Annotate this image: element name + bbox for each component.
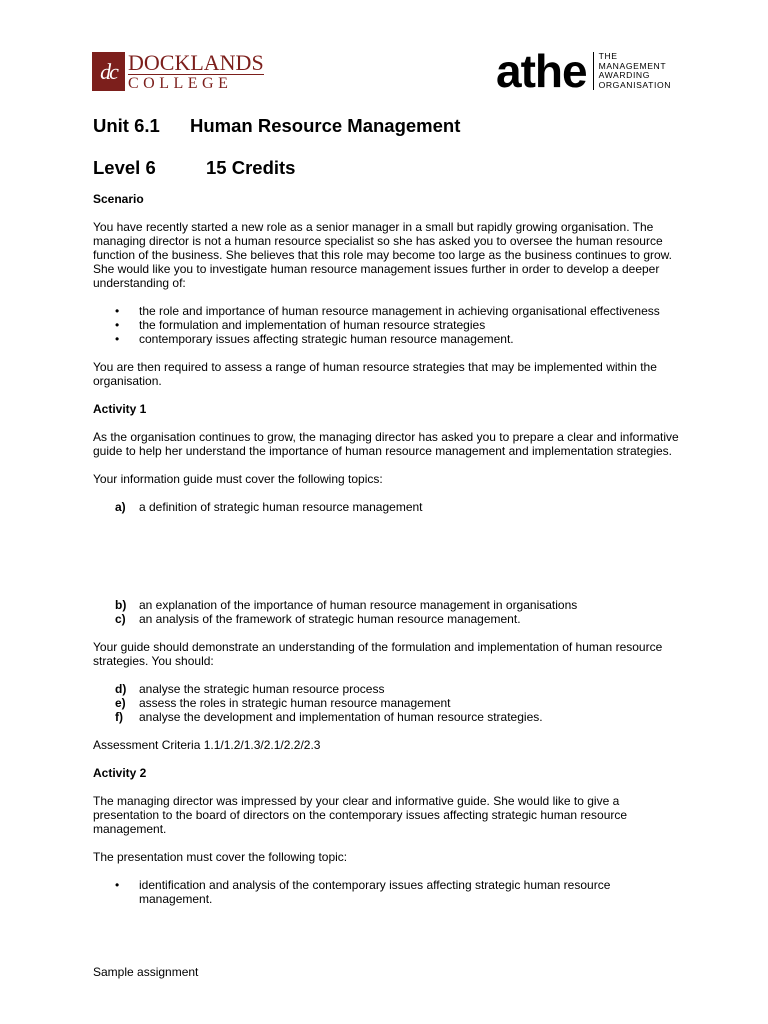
dc-monogram: dc (92, 52, 125, 91)
activity2-heading: Activity 2 (93, 766, 147, 780)
list-item: • the formulation and implementation of human resource strategies (115, 318, 486, 332)
activity1-guide-paragraph: Your guide should demonstrate an understanding of the formulation and implementation of human resource strategies. You should: (93, 640, 663, 668)
list-item: • identification and analysis of the contemporary issues affecting strategic human resource management. (115, 878, 611, 906)
activity1-heading: Activity 1 (93, 402, 147, 416)
list-item: • the role and importance of human resource management in achieving organisational effectiveness (115, 304, 660, 318)
docklands-college-logo (92, 52, 264, 92)
level: Level 6 (93, 157, 156, 178)
athe-wordmark: athe (496, 45, 587, 97)
activity1-topics-intro: Your information guide must cover the following topics: (93, 472, 383, 486)
scenario-paragraph-2: You are then required to assess a range of human resource strategies that may be implemented within the organisation. (93, 360, 657, 388)
athe-divider (593, 52, 594, 90)
level-title (93, 156, 683, 180)
activity1-list-df (93, 682, 683, 724)
activity2-paragraph: The managing director was impressed by your clear and informative guide. She would like to give a presentation to the board of directors on the contemporary issues affecting strategic human resource management. (93, 794, 628, 836)
activity2-bullet-list (93, 878, 683, 906)
footer-label: Sample assignment (93, 965, 199, 979)
athe-tagline: THE MANAGEMENT AWARDING ORGANISATION (598, 51, 672, 90)
unit-code: Unit 6.1 (93, 115, 160, 136)
list-item: b) an explanation of the importance of human resource management in organisations (115, 598, 578, 612)
athe-logo (496, 45, 672, 97)
activity1-paragraph: As the organisation continues to grow, the managing director has asked you to prepare a clear and informative guide to help her understand the importance of human resource management and implementation strategies. (93, 430, 679, 458)
list-item: d) analyse the strategic human resource process (115, 682, 385, 696)
document-body (93, 112, 683, 906)
list-item: c) an analysis of the framework of strategic human resource management. (115, 612, 521, 626)
activity1-list-bc (93, 598, 683, 626)
list-item: f) analyse the development and implementation of human resource strategies. (115, 710, 543, 724)
activity1-list-a (93, 500, 683, 514)
list-item: e) assess the roles in strategic human resource management (115, 696, 451, 710)
unit-title (93, 114, 683, 138)
scenario-bullet-list (93, 304, 683, 346)
scenario-heading: Scenario (93, 192, 144, 206)
list-item: • contemporary issues affecting strategic human resource management. (115, 332, 514, 346)
list-item: a) a definition of strategic human resource management (115, 500, 423, 514)
scenario-paragraph: You have recently started a new role as a senior manager in a small but rapidly growing organisation. The managing director is not a human resource specialist so she has asked you to oversee the human resource function of the business. She believes that this role may become too large as the business continues to grow. She would like you to investigate human resource management issues further in order to develop a deeper understanding of: (93, 220, 673, 290)
unit-name: Human Resource Management (190, 115, 461, 136)
college-name-bottom: COLLEGE (128, 74, 264, 92)
credits: 15 Credits (206, 157, 296, 178)
college-name-top: DOCKLANDS (128, 50, 264, 75)
activity2-topic-intro: The presentation must cover the following topic: (93, 850, 348, 864)
assessment-criteria: Assessment Criteria 1.1/1.2/1.3/2.1/2.2/2.3 (93, 738, 321, 752)
